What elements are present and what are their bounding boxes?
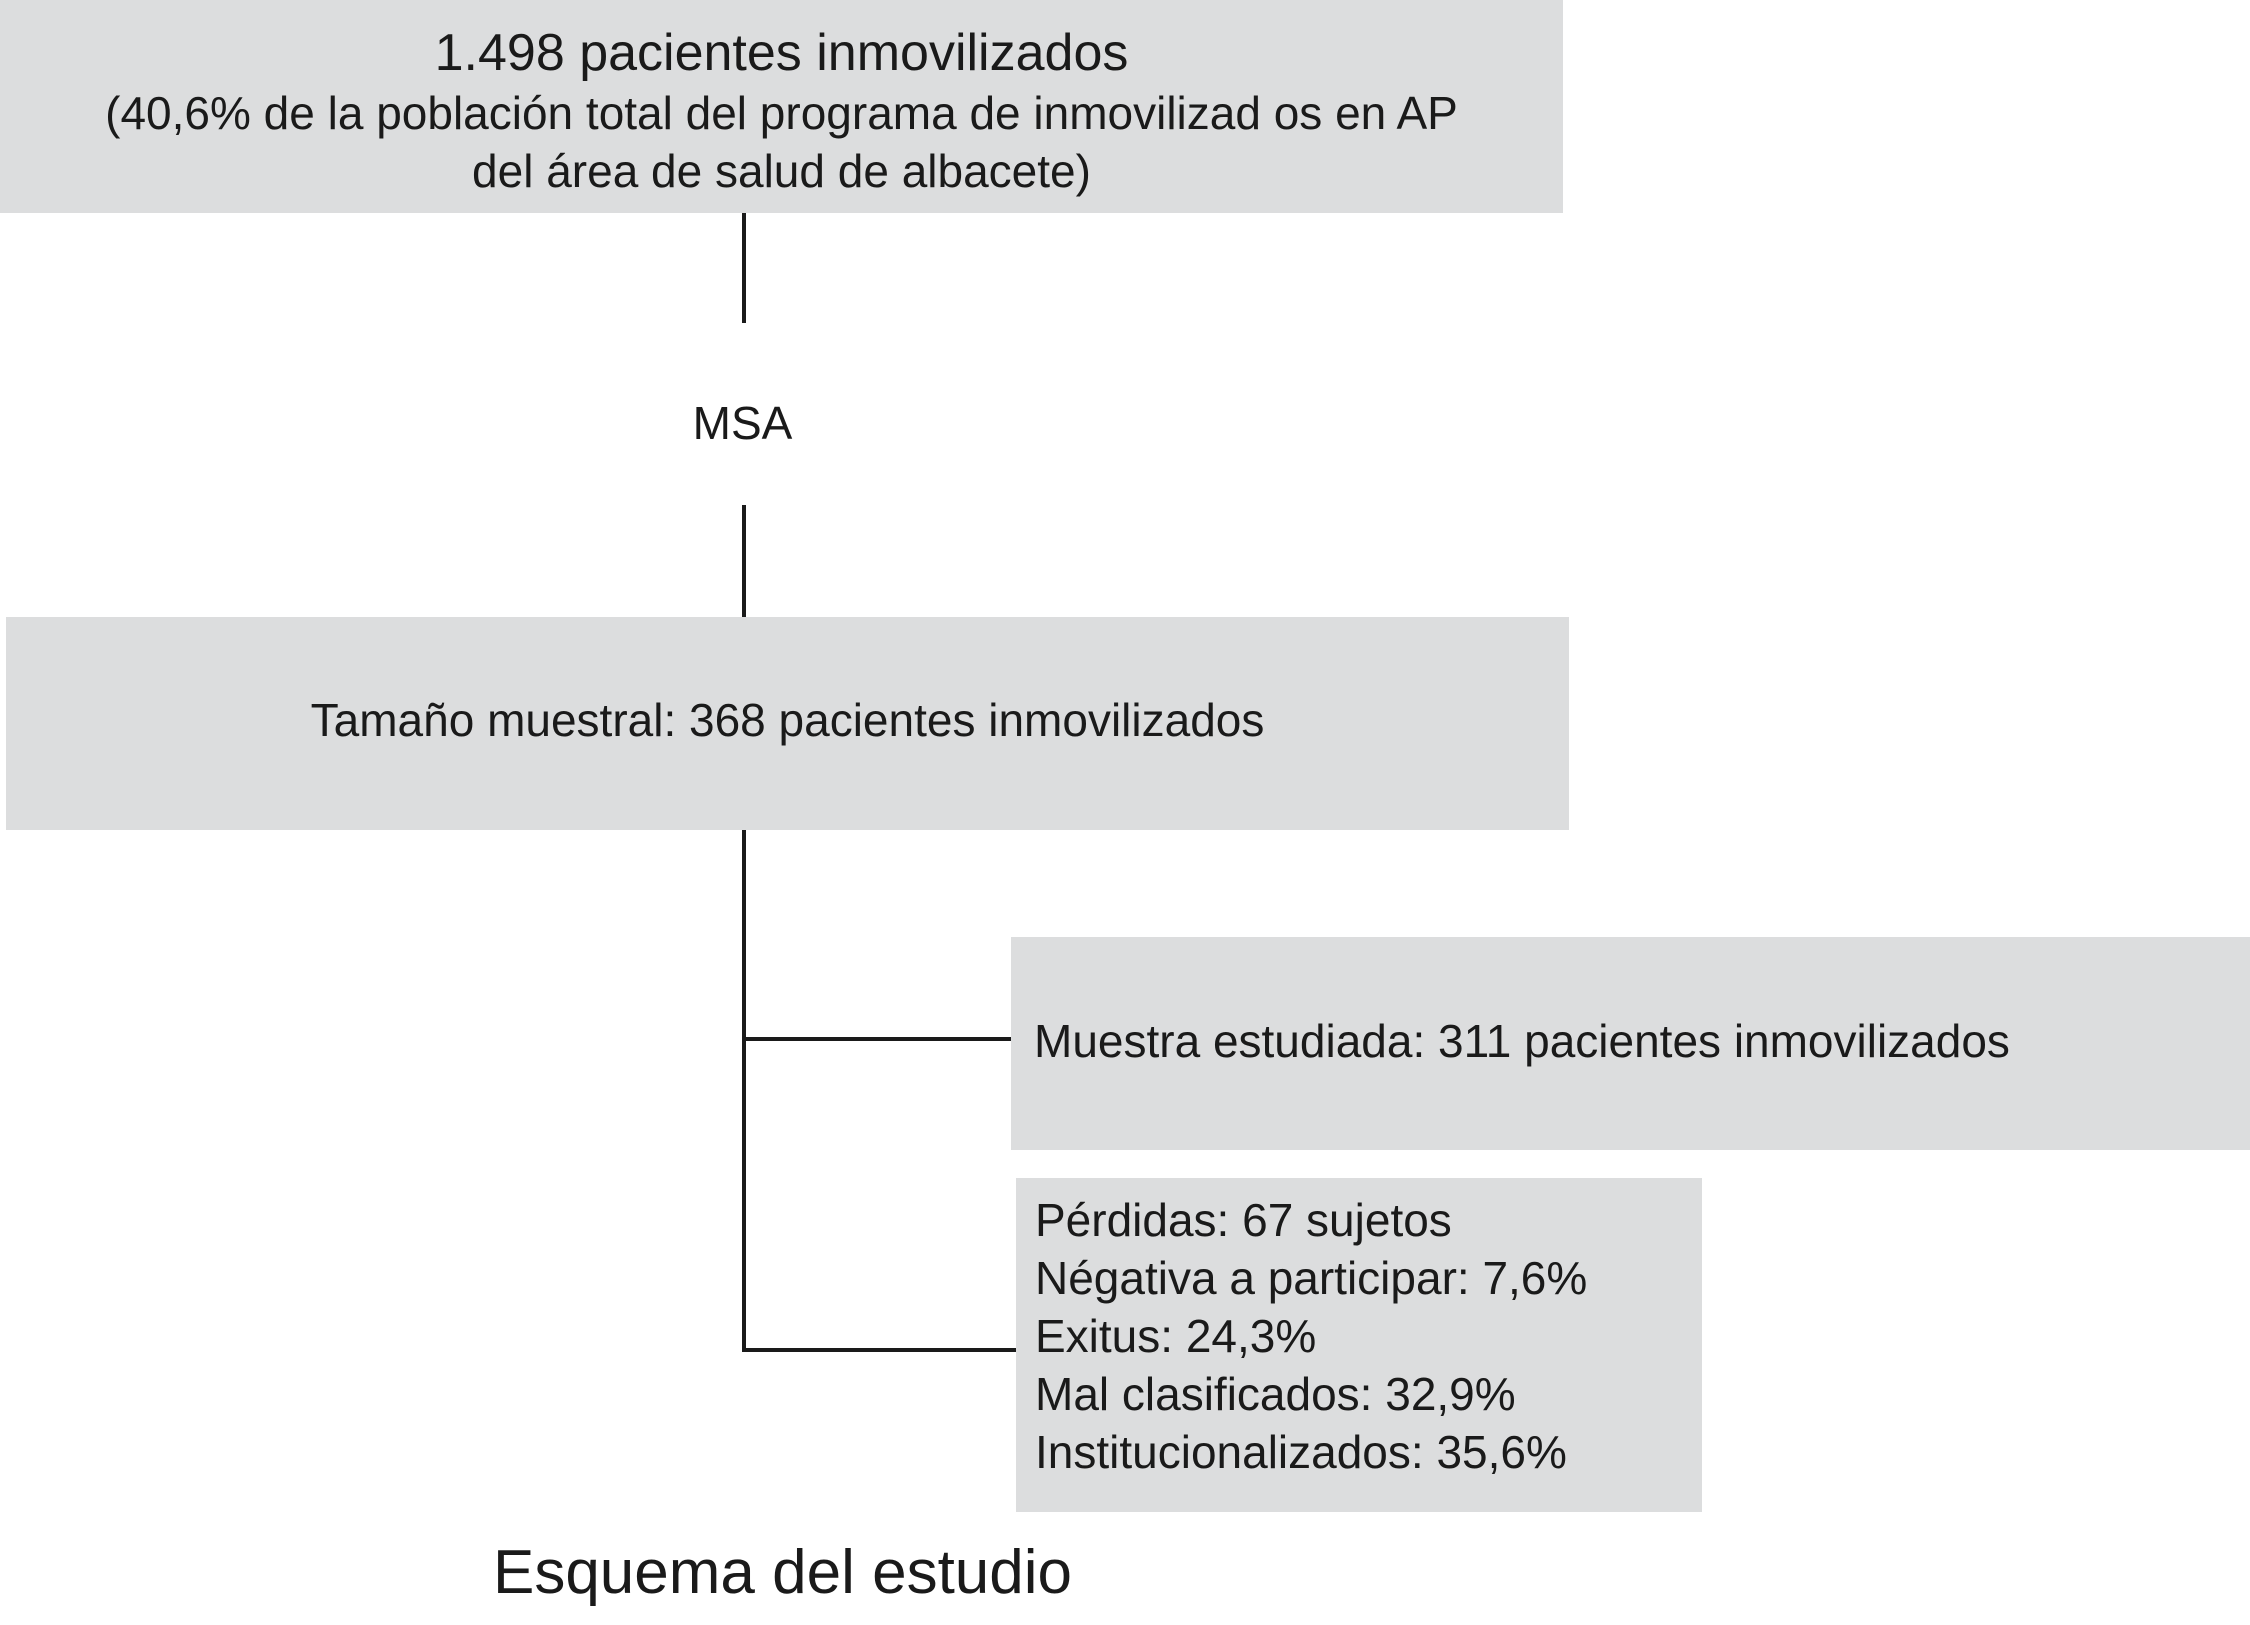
population-box [0, 0, 1563, 213]
population-detail-line-2: del área de salud de albacete) [472, 145, 1091, 197]
losses-exitus: Exitus: 24,3% [1035, 1310, 1317, 1362]
losses-misclassified: Mal clasificados: 32,9% [1035, 1368, 1516, 1420]
msa-label: MSA [692, 397, 793, 449]
population-title: 1.498 pacientes inmovilizados [434, 24, 1129, 82]
losses-total: Pérdidas: 67 sujetos [1035, 1194, 1452, 1246]
losses-refused: Négativa a participar: 7,6% [1035, 1252, 1588, 1304]
sample-size-label: Tamaño muestral: 368 pacientes inmovilizados [310, 694, 1265, 746]
population-detail [0, 84, 1563, 200]
figure-caption: Esquema del estudio [492, 1538, 1073, 1607]
population-detail-line-1: (40,6% de la población total del programa de inmovilizad os en AP [105, 87, 1458, 139]
losses-institutionalized: Institucionalizados: 35,6% [1035, 1426, 1567, 1478]
losses-box [1016, 1178, 1702, 1512]
sample-size-box [6, 617, 1569, 830]
studied-sample-box [1011, 937, 2250, 1150]
studied-sample-label: Muestra estudiada: 311 pacientes inmovilizados [1034, 1015, 2010, 1067]
